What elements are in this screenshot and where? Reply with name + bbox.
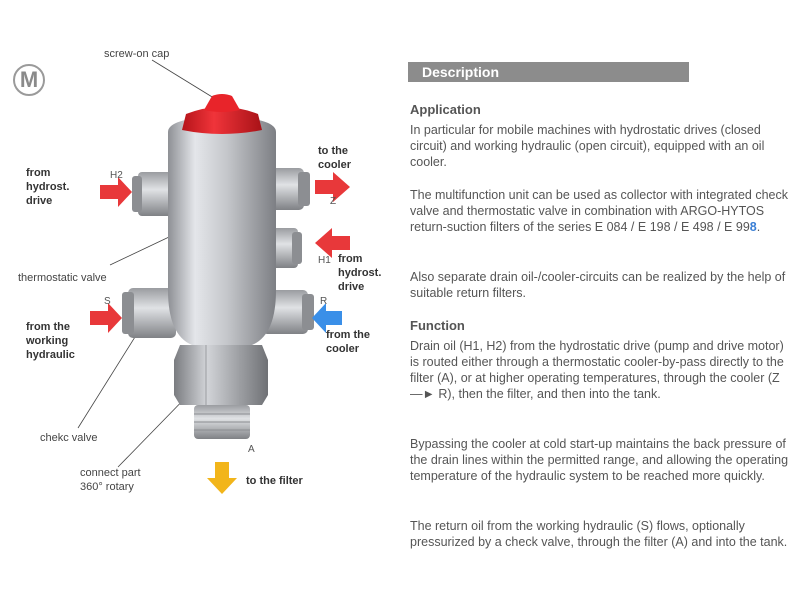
arrow-s-in	[90, 303, 122, 333]
port-label-s: S	[104, 296, 111, 307]
valve-body	[168, 116, 276, 345]
hex-connector	[174, 345, 268, 405]
application-paragraph-2-text: The multifunction unit can be used as collector with integrated check valve and thermostatic valve in combination with ARGO-HYTOS return-suction filters of the series E 084 / E 198 / E 498 / E 99	[410, 188, 788, 234]
label-from-hydrost-drive-right: from hydrost. drive	[338, 253, 382, 293]
label-from-the-cooler: from the cooler	[326, 329, 370, 355]
description-header: Description	[408, 62, 689, 82]
label-to-the-filter: to the filter	[246, 475, 303, 487]
label-check-valve: chekc valve	[40, 432, 98, 444]
function-heading: Function	[410, 318, 465, 333]
application-paragraph-2	[410, 187, 790, 235]
application-paragraph-2-end: .	[756, 220, 761, 234]
m-badge: M	[13, 64, 45, 96]
function-paragraph-2: Bypassing the cooler at cold start-up maintains the back pressure of the drain lines within the permitted range, and allowing the operating temperature of the hydraulic system to be reached more quickly.	[410, 437, 789, 483]
label-thermostatic-valve: thermostatic valve	[18, 272, 107, 284]
label-connect-part: connect part 360° rotary	[80, 467, 141, 493]
label-screw-on-cap: screw-on cap	[104, 48, 170, 60]
application-paragraph-1: In particular for mobile machines with hydrostatic drives (closed circuit) and working hydraulic (open circuit), equipped with an oil cooler.	[410, 123, 765, 169]
label-from-working-hydraulic: from the working hydraulic	[26, 321, 75, 361]
series-highlight: 8	[749, 220, 757, 234]
arrow-a-out	[207, 462, 237, 494]
port-label-a: A	[248, 444, 255, 455]
function-paragraph-3: The return oil from the working hydraulic (S) flows, optionally pressurized by a check valve, through the filter (A) and into the tank.	[410, 519, 788, 549]
port-label-h2: H2	[110, 170, 123, 181]
port-label-z: Z	[330, 196, 337, 207]
application-paragraph-3: Also separate drain oil-/cooler-circuits can be realized by the help of suitable return filters.	[410, 270, 786, 300]
label-to-the-cooler: to the cooler	[318, 145, 352, 171]
port-label-h1: H1	[318, 255, 331, 266]
port-h2	[138, 172, 172, 216]
arrow-h2-in	[100, 177, 132, 207]
port-label-r: R	[320, 296, 328, 307]
label-from-hydrost-drive-left: from hydrost. drive	[26, 167, 70, 207]
application-heading: Application	[410, 102, 481, 117]
function-paragraph-1: Drain oil (H1, H2) from the hydrostatic drive (pump and drive motor) is routed either through a thermostatic cooler-by-pass directly to the filter (A), or at higher operating temperatures, through the cooler (Z —► R), then the filter, and then into the tank.	[410, 339, 784, 401]
